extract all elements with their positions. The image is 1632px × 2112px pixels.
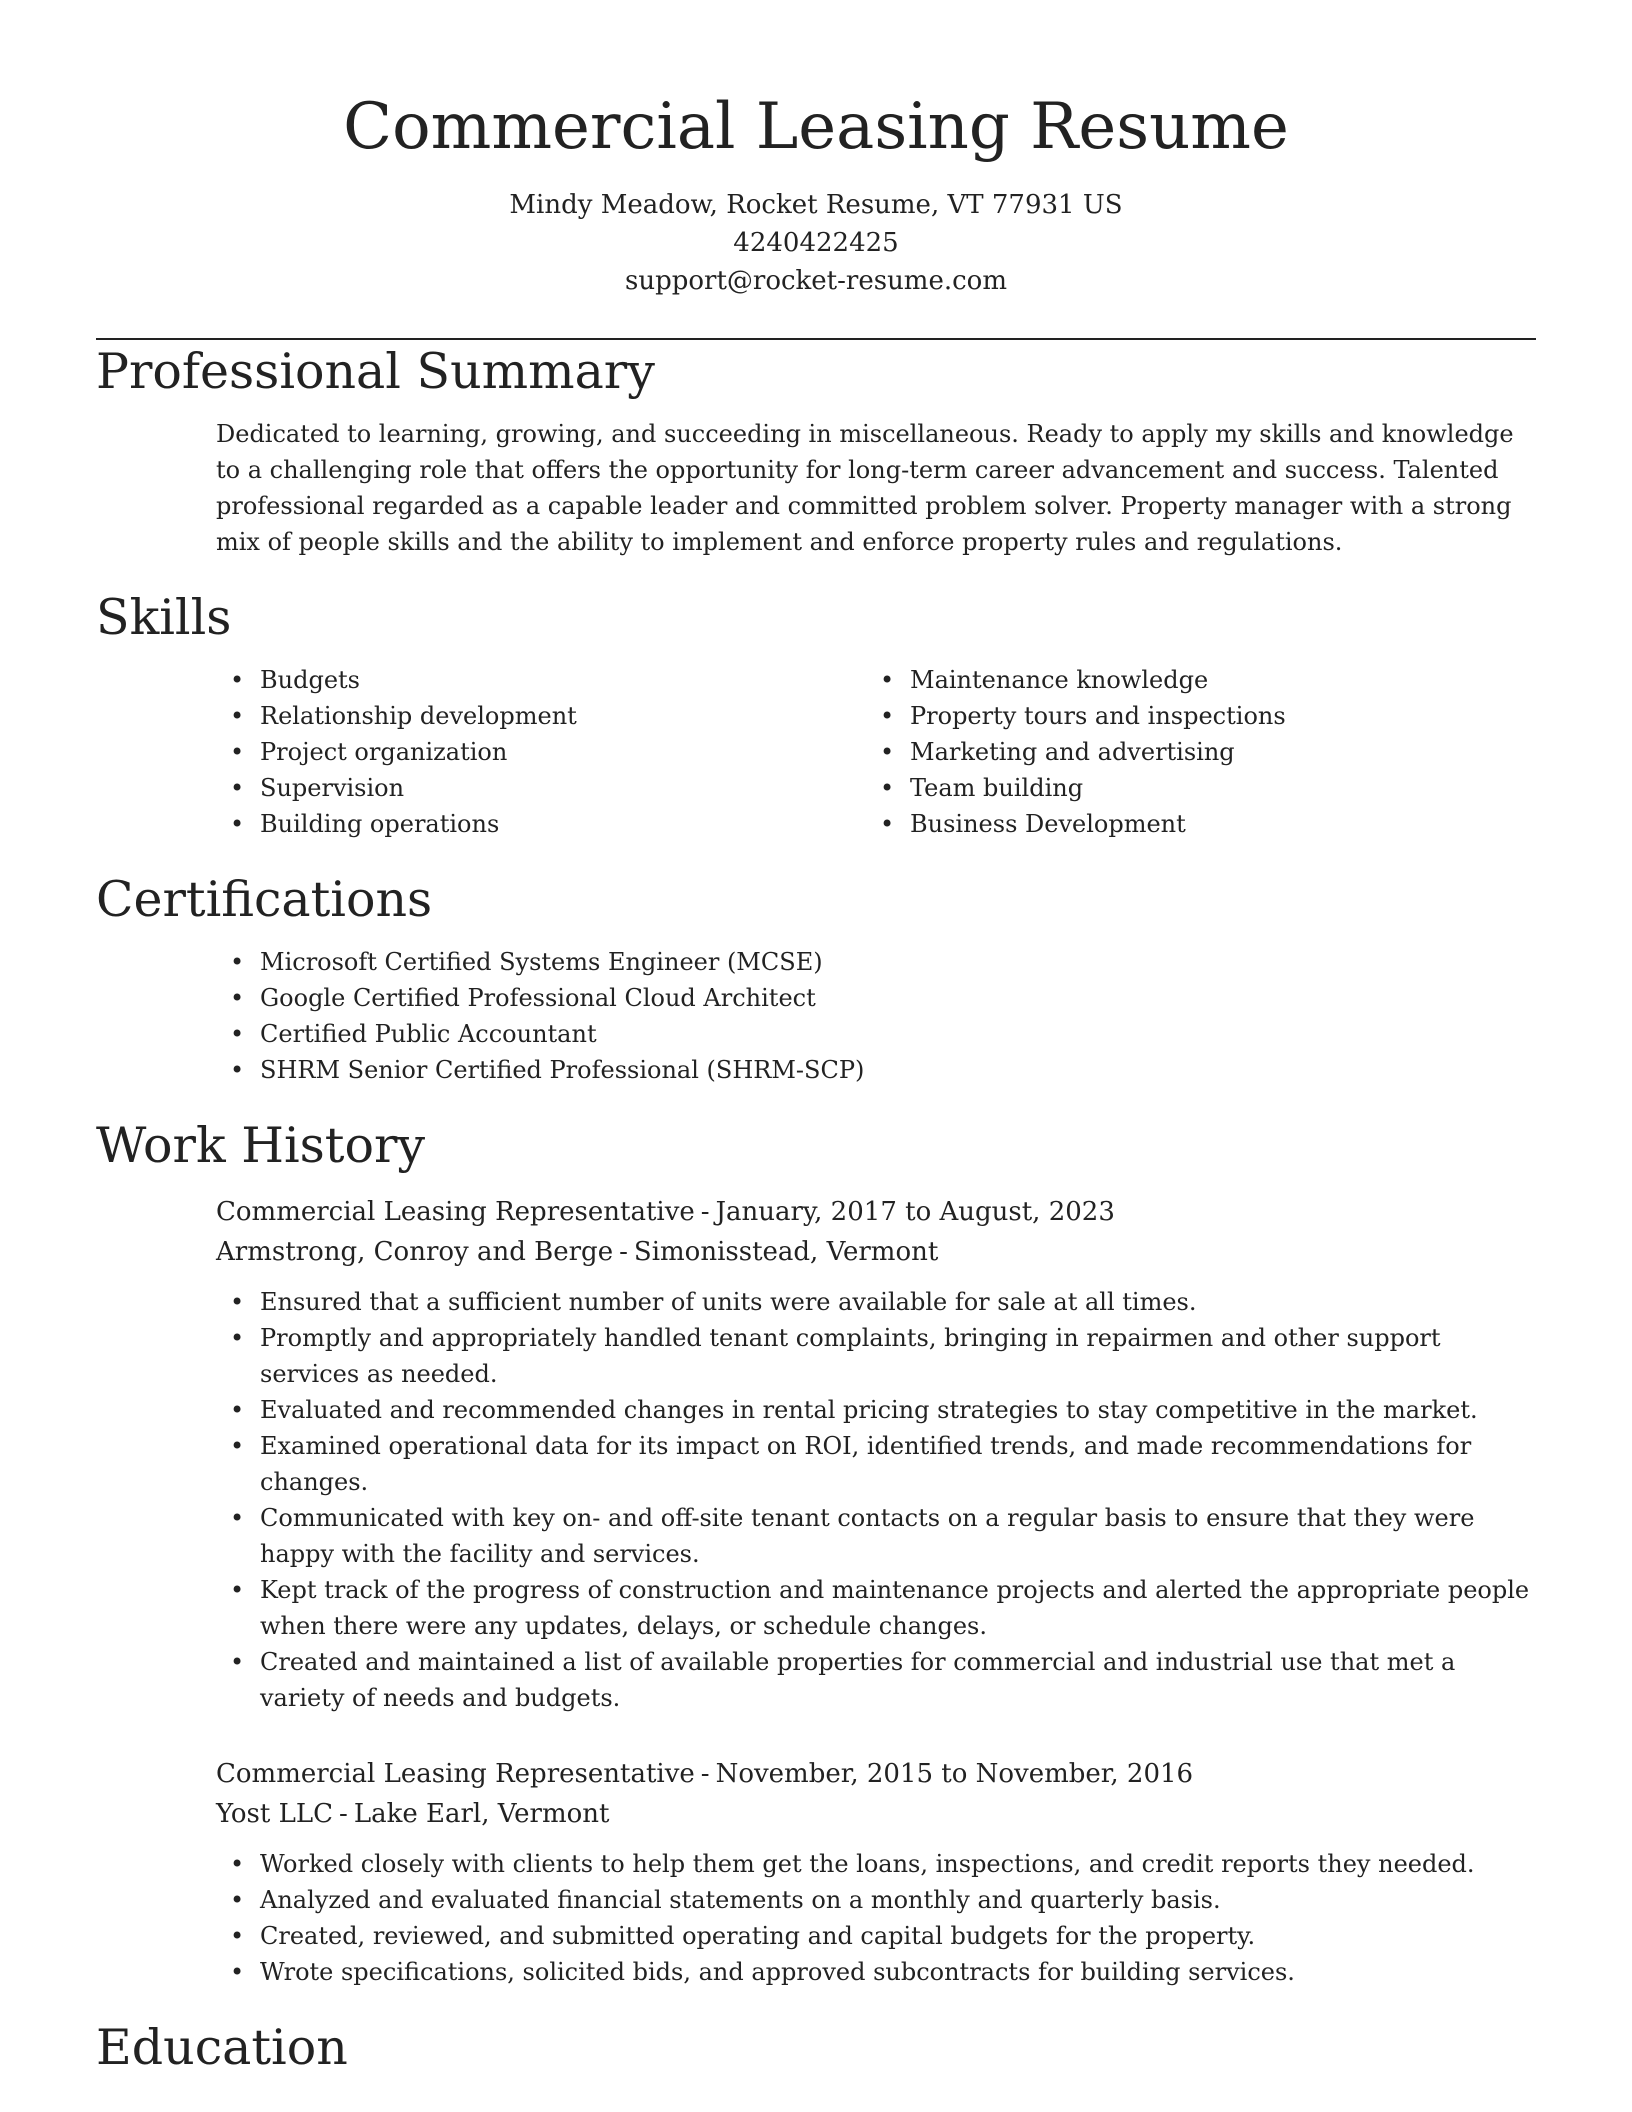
job-separator: - [700,1759,710,1789]
job-duty: • Promptly and appropriately handled tenant complaints, bringing in repairmen and other support services as needed. [216,1320,1536,1392]
skill-item: • Maintenance knowledge [866,662,1516,698]
page-title: Commercial Leasing Resume [343,90,1289,164]
contact-address: Mindy Meadow, Rocket Resume, VT 77931 US [509,190,1123,220]
certification-item: • Google Certified Professional Cloud Architect [216,980,1536,1016]
job-duty: • Evaluated and recommended changes in rental pricing strategies to stay competitive in the market. [216,1392,1536,1428]
skill-item: • Team building [866,770,1516,806]
job-company-line [216,1232,1536,1272]
job-duty: • Worked closely with clients to help them get the loans, inspections, and credit reports they needed. [216,1846,1536,1882]
certification-item: • Certified Public Accountant [216,1016,1536,1052]
job-location: Simonisstead, Vermont [633,1237,939,1267]
job-company: Armstrong, Conroy and Berge [216,1237,614,1267]
job-title-line [216,1754,1536,1794]
job-company-line [216,1794,1536,1834]
job-duty: • Kept track of the progress of construction and maintenance projects and alerted the appropriate people when there were any updates, delays, or schedule changes. [216,1572,1536,1644]
section-heading-work-history: Work History [96,1117,426,1174]
certification-item: • Microsoft Certified Systems Engineer (MCSE) [216,944,1536,980]
job-entry [216,1754,1536,1990]
skill-item: • Property tours and inspections [866,698,1516,734]
job-duty: • Examined operational data for its impact on ROI, identified trends, and made recommendations for changes. [216,1428,1536,1500]
job-title-line [216,1192,1536,1232]
skills-column-left [216,662,866,842]
summary-text: Dedicated to learning, growing, and succeeding in miscellaneous. Ready to apply my skills and knowledge to a challenging role that offers the opportunity for long-term career advancement and success. Talented professional regarded as a capable leader and committed problem solver. Property manager with a strong mix of people skills and the ability to implement and enforce property rules and regulations. [216,420,1514,556]
job-entry [216,1192,1536,1716]
job-duty: • Created and maintained a list of available properties for commercial and industrial use that met a variety of needs and budgets. [216,1644,1536,1716]
skill-item: • Project organization [216,734,866,770]
contact-email: support@rocket-resume.com [624,266,1007,296]
job-company: Yost LLC [216,1799,334,1829]
job-duty: • Analyzed and evaluated financial statements on a monthly and quarterly basis. [216,1882,1536,1918]
job-duty: • Communicated with key on- and off-site tenant contacts on a regular basis to ensure that they were happy with the facility and services. [216,1500,1536,1572]
job-separator: - [619,1237,628,1267]
contact-block [96,186,1536,300]
job-location: Lake Earl, Vermont [353,1799,610,1829]
skill-item: • Supervision [216,770,866,806]
job-duty: • Wrote specifications, solicited bids, and approved subcontracts for building services. [216,1954,1536,1990]
resume-page [96,0,1536,2080]
contact-phone: 4240422425 [733,228,899,258]
skill-item: • Relationship development [216,698,866,734]
job-duty: • Ensured that a sufficient number of units were available for sale at all times. [216,1284,1536,1320]
job-separator: - [339,1799,348,1829]
job-duties-list [216,1284,1536,1716]
job-title: Commercial Leasing Representative [216,1759,695,1789]
section-heading-certifications: Certifications [96,871,433,928]
skill-item: • Budgets [216,662,866,698]
job-dates: November, 2015 to November, 2016 [715,1759,1194,1789]
job-title: Commercial Leasing Representative [216,1197,695,1227]
skill-item: • Building operations [216,806,866,842]
skills-grid [216,662,1536,842]
skill-item: • Business Development [866,806,1516,842]
section-heading-skills: Skills [96,589,232,646]
skill-item: • Marketing and advertising [866,734,1516,770]
job-dates: January, 2017 to August, 2023 [715,1197,1115,1227]
certification-item: • SHRM Senior Certified Professional (SHRM-SCP) [216,1052,1536,1088]
skills-column-right [866,662,1516,842]
certifications-list [216,944,1536,1088]
job-duties-list [216,1846,1536,1990]
job-duty: • Created, reviewed, and submitted operating and capital budgets for the property. [216,1918,1536,1954]
section-heading-summary: Professional Summary [96,343,655,400]
job-separator: - [700,1197,710,1227]
section-heading-education: Education [96,2019,348,2076]
